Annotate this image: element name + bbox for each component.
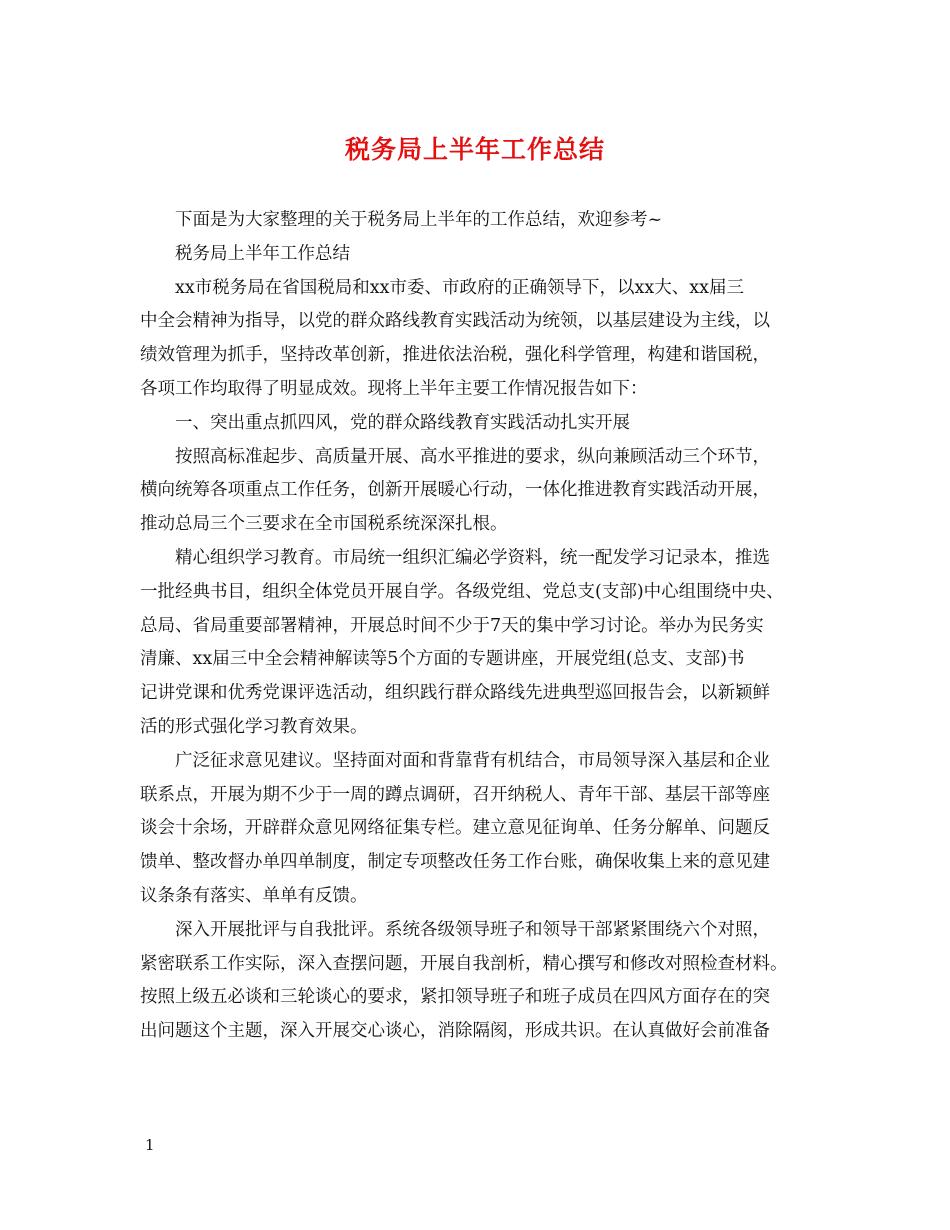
body-line: 推动总局三个三要求在全市国税系统深深扎根。 — [140, 514, 508, 535]
body-line: 按照上级五必谈和三轮谈心的要求，紧扣领导班子和班子成员在四风方面存在的突 — [140, 987, 770, 1008]
body-line: 紧密联系工作实际，深入查摆问题，开展自我剖析，精心撰写和修改对照检查材料。 — [140, 953, 788, 974]
document-body — [140, 204, 812, 1049]
page-number: 1 — [145, 1136, 155, 1154]
body-line: 一、突出重点抓四风，党的群众路线教育实践活动扎实开展 — [140, 412, 630, 433]
body-line: 出问题这个主题，深入开展交心谈心，消除隔阂，形成共识。在认真做好会前准备 — [140, 1021, 770, 1042]
body-line: 议条条有落实、单单有反馈。 — [140, 885, 368, 906]
body-line: 一批经典书目，组织全体党员开展自学。各级党组、党总支(支部)中心组围绕中央、 — [140, 581, 784, 602]
document-title: 税务局上半年工作总结 — [344, 135, 605, 164]
body-line: 谈会十余场，开辟群众意见网络征集专栏。建立意见征询单、任务分解单、问题反 — [140, 818, 770, 839]
body-line: 深入开展批评与自我批评。系统各级领导班子和领导干部紧紧围绕六个对照， — [140, 919, 770, 940]
body-line: 精心组织学习教育。市局统一组织汇编必学资料，统一配发学习记录本，推选 — [140, 547, 770, 568]
body-line: 活的形式强化学习教育效果。 — [140, 716, 368, 737]
body-line: 按照高标准起步、高质量开展、高水平推进的要求，纵向兼顾活动三个环节， — [140, 446, 770, 467]
body-line: 总局、省局重要部署精神，开展总时间不少于7天的集中学习讨论。举办为民务实 — [140, 615, 764, 636]
body-line: 中全会精神为指导，以党的群众路线教育实践活动为统领，以基层建设为主线，以 — [140, 311, 770, 332]
body-line: 绩效管理为抓手，坚持改革创新，推进依法治税，强化科学管理，构建和谐国税， — [140, 345, 770, 366]
body-line: 下面是为大家整理的关于税务局上半年的工作总结，欢迎参考~ — [140, 210, 663, 230]
body-line: 记讲党课和优秀党课评选活动，组织践行群众路线先进典型巡回报告会，以新颖鲜 — [140, 683, 770, 704]
body-line: 税务局上半年工作总结 — [140, 243, 350, 264]
body-line: 馈单、整改督办单四单制度，制定专项整改任务工作台账，确保收集上来的意见建 — [140, 852, 770, 873]
body-line: 广泛征求意见建议。坚持面对面和背靠背有机结合，市局领导深入基层和企业 — [140, 750, 770, 771]
body-line: xx市税务局在省国税局和xx市委、市政府的正确领导下，以xx大、xx届三 — [140, 277, 744, 298]
body-line: 联系点，开展为期不少于一周的蹲点调研，召开纳税人、青年干部、基层干部等座 — [140, 784, 770, 805]
body-line: 各项工作均取得了明显成效。现将上半年主要工作情况报告如下： — [140, 378, 648, 399]
body-line: 横向统筹各项重点工作任务，创新开展暖心行动，一体化推进教育实践活动开展， — [140, 480, 770, 501]
body-line: 清廉、xx届三中全会精神解读等5个方面的专题讲座，开展党组(总支、支部)书 — [140, 649, 745, 670]
